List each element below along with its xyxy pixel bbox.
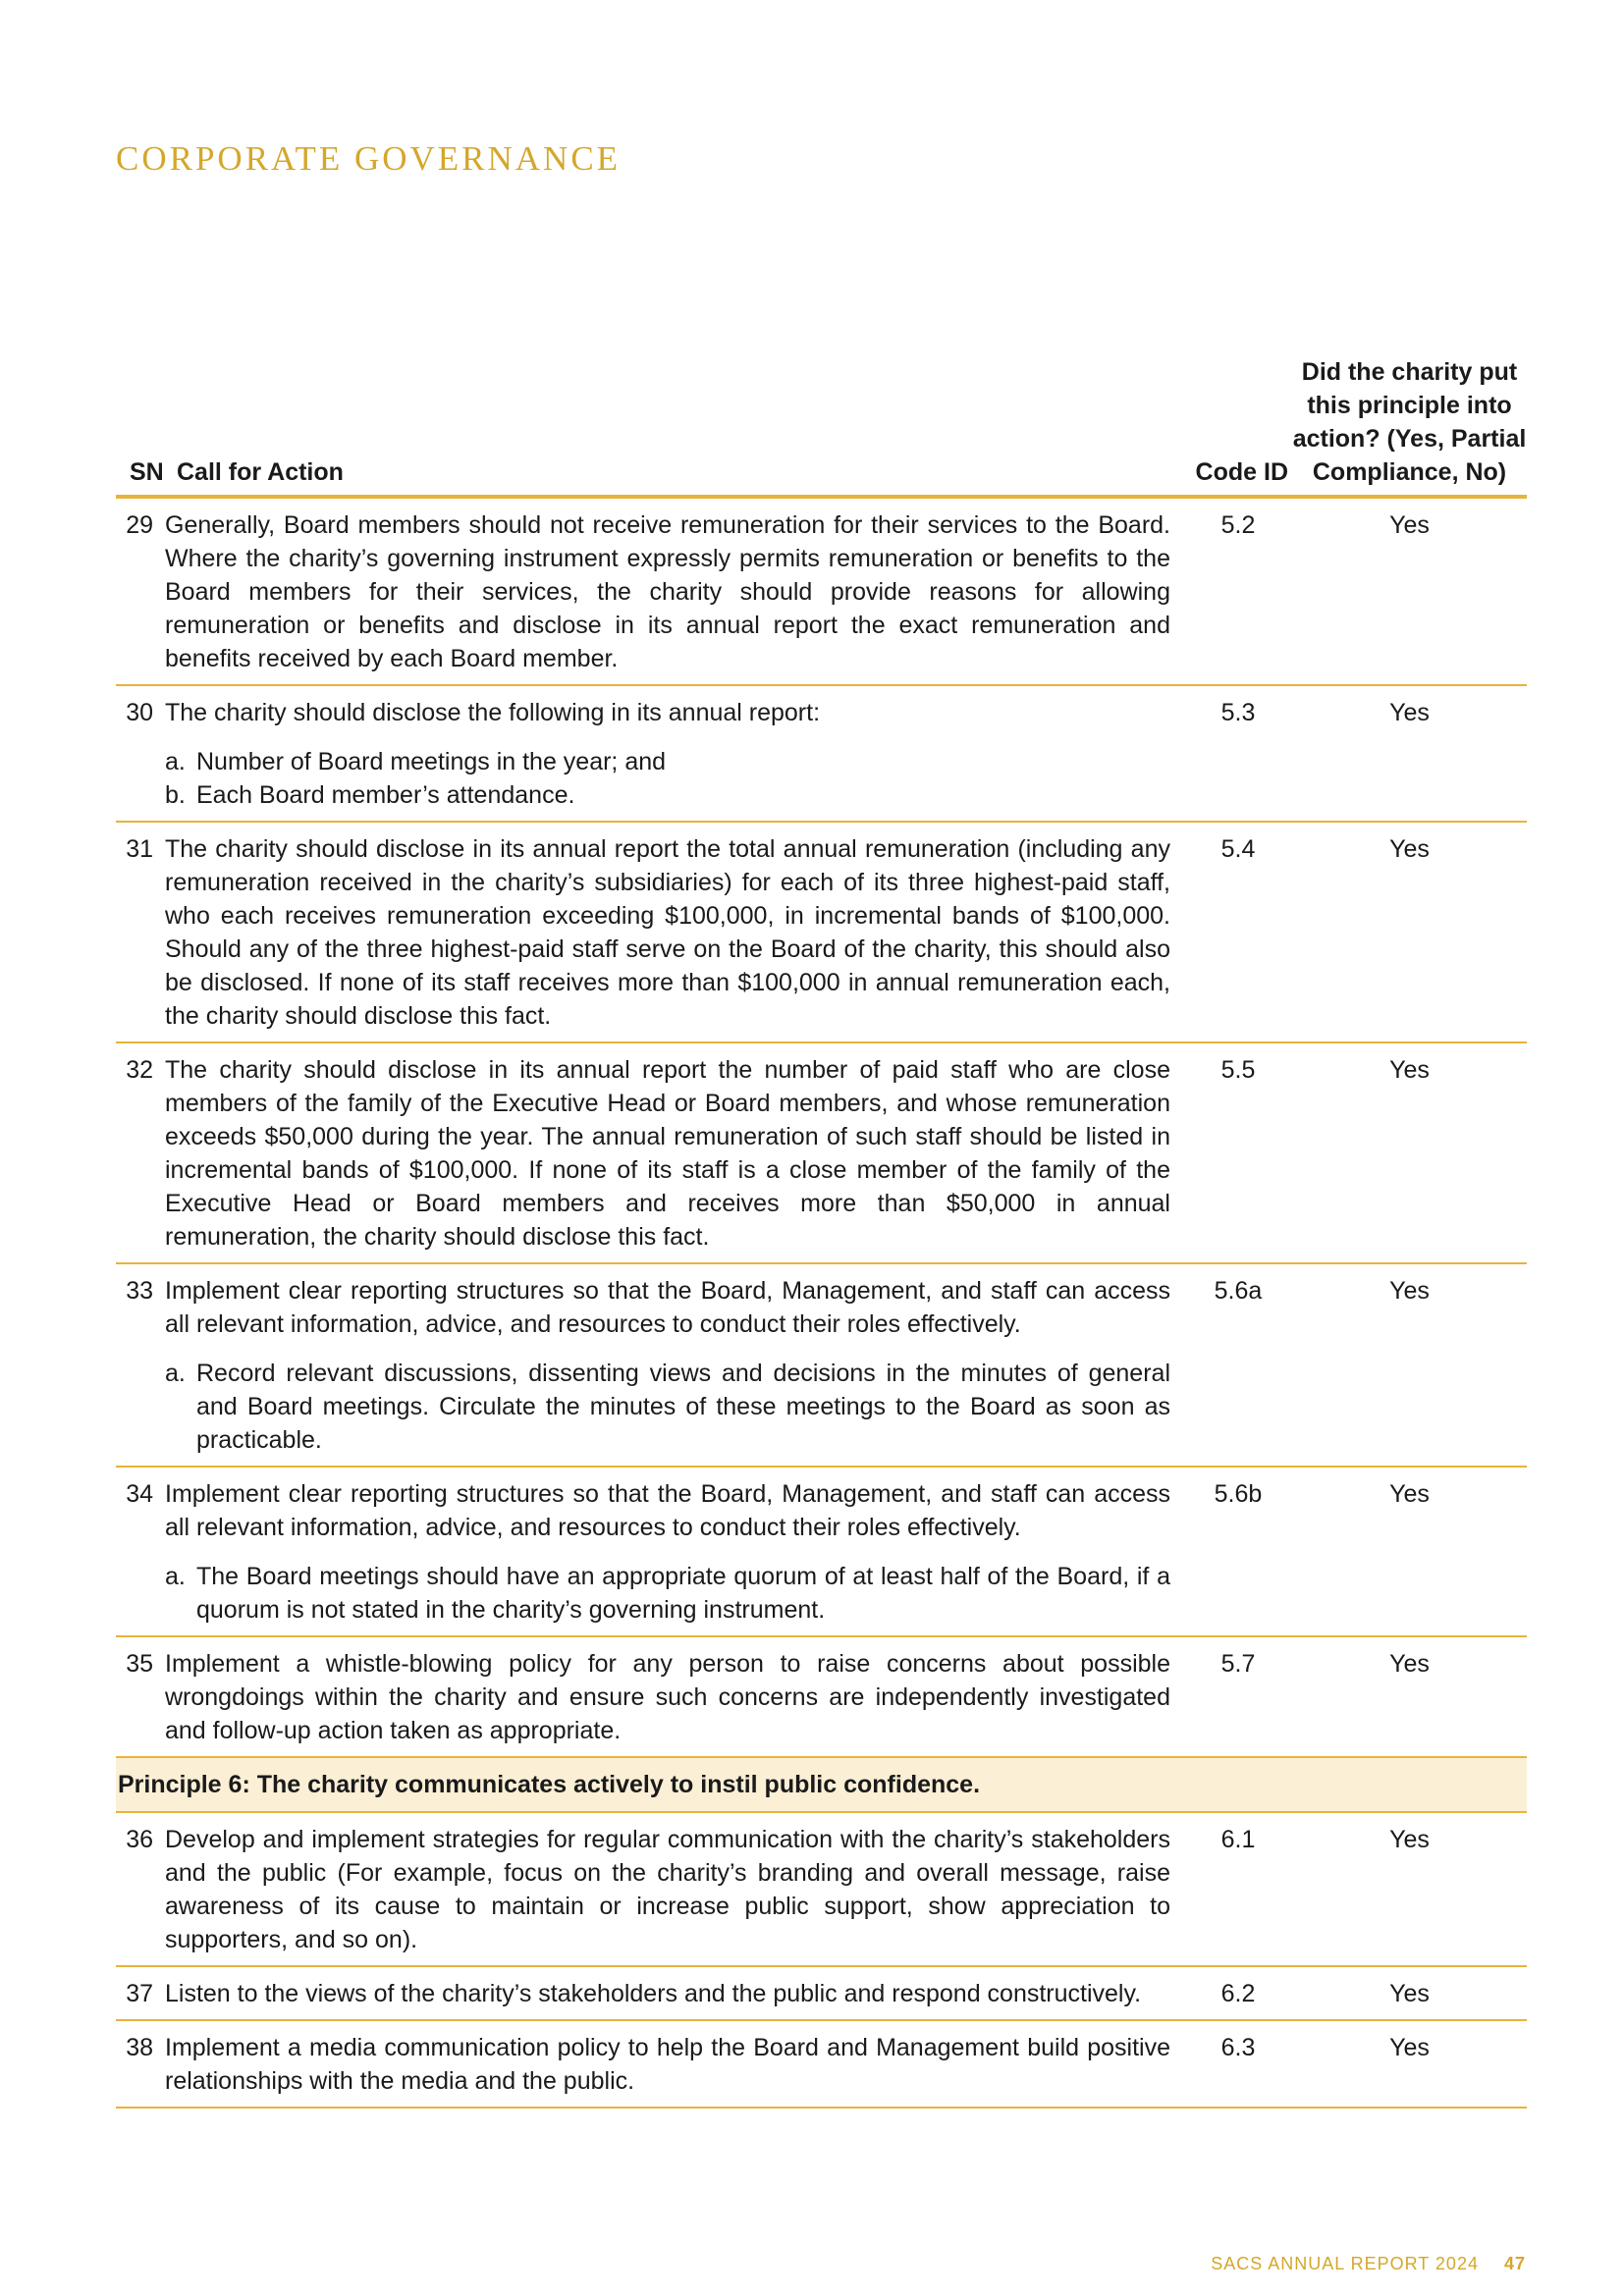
table-row	[116, 1468, 1527, 1637]
table-row	[116, 1637, 1527, 1758]
header-compliance: Did the charity put this principle into action? (Yes, Partial Compliance, No)	[1292, 358, 1527, 486]
row-code-id: 5.7	[1220, 1650, 1256, 1678]
row-call-for-action	[165, 1274, 1184, 1457]
row-text: Listen to the views of the charity’s stakeholders and the public and respond constructively.	[165, 1980, 1142, 2007]
row-text: Generally, Board members should not receive remuneration for their services to the Board. Where the charity’s governing instrument expressly permits remuneration or benefits to the Board members for their services, the charity should provide reasons for allowing remuneration or benefits and disclose in its annual report the exact remuneration and benefits received by each Board member.	[165, 511, 1170, 672]
row-sn: 37	[126, 1980, 153, 2007]
row-compliance: Yes	[1389, 1056, 1430, 1084]
row-sn: 31	[126, 835, 153, 863]
page-number: 47	[1503, 2254, 1526, 2273]
row-compliance: Yes	[1389, 1277, 1430, 1305]
table-header	[116, 355, 1527, 499]
row-code-id: 5.3	[1220, 699, 1256, 726]
governance-table	[116, 355, 1527, 2109]
row-compliance: Yes	[1389, 1650, 1430, 1678]
row-code-id: 6.2	[1220, 1980, 1256, 2007]
table-row	[116, 1967, 1527, 2021]
table-row	[116, 499, 1527, 686]
row-subitems	[165, 1357, 1170, 1457]
subitem-label: a.	[165, 748, 186, 775]
row-subitems	[165, 745, 1170, 812]
page-footer	[1211, 2254, 1526, 2274]
row-compliance: Yes	[1389, 699, 1430, 726]
row-call-for-action	[165, 1647, 1184, 1747]
subitem-label: a.	[165, 1360, 186, 1387]
subitem	[165, 1357, 1170, 1457]
row-sn: 30	[126, 699, 153, 726]
row-text: Implement a media communication policy to help the Board and Management build positive relationships with the media and the public.	[165, 2034, 1170, 2095]
table-row	[116, 686, 1527, 823]
table-body-principle-5	[116, 499, 1527, 1758]
subitem-text: Each Board member’s attendance.	[196, 781, 575, 809]
row-code-id: 6.1	[1220, 1826, 1256, 1853]
row-call-for-action	[165, 2031, 1184, 2098]
row-compliance: Yes	[1389, 1826, 1430, 1853]
row-text: The charity should disclose in its annual report the total annual remuneration (including any remuneration received in the charity’s subsidiaries) for each of its three highest-paid staff, who each receives remuneration exceeding $100,000, in incremental bands of $100,000. Should any of the three highest-paid staff serve on the Board of the charity, this should also be disclosed. If none of its staff receives more than $100,000 in annual remuneration each, the charity should disclose this fact.	[165, 835, 1170, 1030]
row-sn: 38	[126, 2034, 153, 2061]
table-row	[116, 2021, 1527, 2109]
row-call-for-action	[165, 1477, 1184, 1627]
row-code-id: 5.6b	[1214, 1480, 1263, 1508]
table-row	[116, 1043, 1527, 1264]
row-compliance: Yes	[1389, 1480, 1430, 1508]
subitem-text: The Board meetings should have an appropriate quorum of at least half of the Board, if a quorum is not stated in the charity’s governing instrument.	[196, 1563, 1170, 1624]
header-sn: SN	[130, 458, 164, 486]
row-call-for-action	[165, 696, 1184, 812]
row-text: The charity should disclose in its annual report the number of paid staff who are close members of the family of the Executive Head or Board members, and whose remuneration exceeds $50,000 during the year. The annual remuneration of such staff should be listed in incremental bands of $100,000. If none of its staff is a close member of the family of the Executive Head or Board members and receives more than $50,000 in annual remuneration, the charity should disclose this fact.	[165, 1056, 1170, 1251]
row-compliance: Yes	[1389, 1980, 1430, 2007]
table-row	[116, 823, 1527, 1043]
row-sn: 34	[126, 1480, 153, 1508]
row-sn: 33	[126, 1277, 153, 1305]
row-sn: 36	[126, 1826, 153, 1853]
header-call-for-action: Call for Action	[177, 458, 344, 486]
subitem	[165, 1560, 1170, 1627]
row-call-for-action	[165, 1053, 1184, 1254]
row-text: Implement clear reporting structures so that the Board, Management, and staff can access all relevant information, advice, and resources to conduct their roles effectively.	[165, 1480, 1170, 1541]
row-code-id: 5.6a	[1214, 1277, 1263, 1305]
table-row	[116, 1813, 1527, 1967]
row-code-id: 6.3	[1220, 2034, 1256, 2061]
table-row	[116, 1264, 1527, 1468]
subitem-text: Number of Board meetings in the year; and	[196, 748, 667, 775]
row-compliance: Yes	[1389, 511, 1430, 539]
page-title: CORPORATE GOVERNANCE	[116, 139, 622, 178]
row-sn: 29	[126, 511, 153, 539]
subitem-label: a.	[165, 1563, 186, 1590]
row-code-id: 5.2	[1220, 511, 1256, 539]
subitem	[165, 778, 1170, 812]
row-compliance: Yes	[1389, 2034, 1430, 2061]
subitem-text: Record relevant discussions, dissenting views and decisions in the minutes of general and Board meetings. Circulate the minutes of these meetings to the Board as soon as practicable.	[196, 1360, 1170, 1454]
header-code-id: Code ID	[1195, 458, 1288, 486]
table-body-principle-6	[116, 1813, 1527, 2109]
subitem-label: b.	[165, 781, 186, 809]
row-text: Develop and implement strategies for regular communication with the charity’s stakeholders and the public (For example, focus on the charity’s branding and overall message, raise awareness of its cause to maintain or increase public support, show appreciation to supporters, and so on).	[165, 1826, 1170, 1953]
row-text: Implement a whistle-blowing policy for any person to raise concerns about possible wrongdoings within the charity and ensure such concerns are independently investigated and follow-up action taken as appropriate.	[165, 1650, 1170, 1744]
footer-report-name: SACS ANNUAL REPORT 2024	[1211, 2254, 1479, 2273]
row-call-for-action	[165, 508, 1184, 675]
row-sn: 35	[126, 1650, 153, 1678]
row-text: Implement clear reporting structures so that the Board, Management, and staff can access all relevant information, advice, and resources to conduct their roles effectively.	[165, 1277, 1170, 1338]
row-call-for-action	[165, 832, 1184, 1033]
row-text: The charity should disclose the following in its annual report:	[165, 699, 821, 726]
row-code-id: 5.5	[1220, 1056, 1256, 1084]
row-subitems	[165, 1560, 1170, 1627]
row-call-for-action	[165, 1823, 1184, 1956]
row-compliance: Yes	[1389, 835, 1430, 863]
row-code-id: 5.4	[1220, 835, 1256, 863]
row-sn: 32	[126, 1056, 153, 1084]
principle-6-heading: Principle 6: The charity communicates actively to instil public confidence.	[116, 1758, 1527, 1813]
subitem	[165, 745, 1170, 778]
row-call-for-action	[165, 1977, 1184, 2010]
